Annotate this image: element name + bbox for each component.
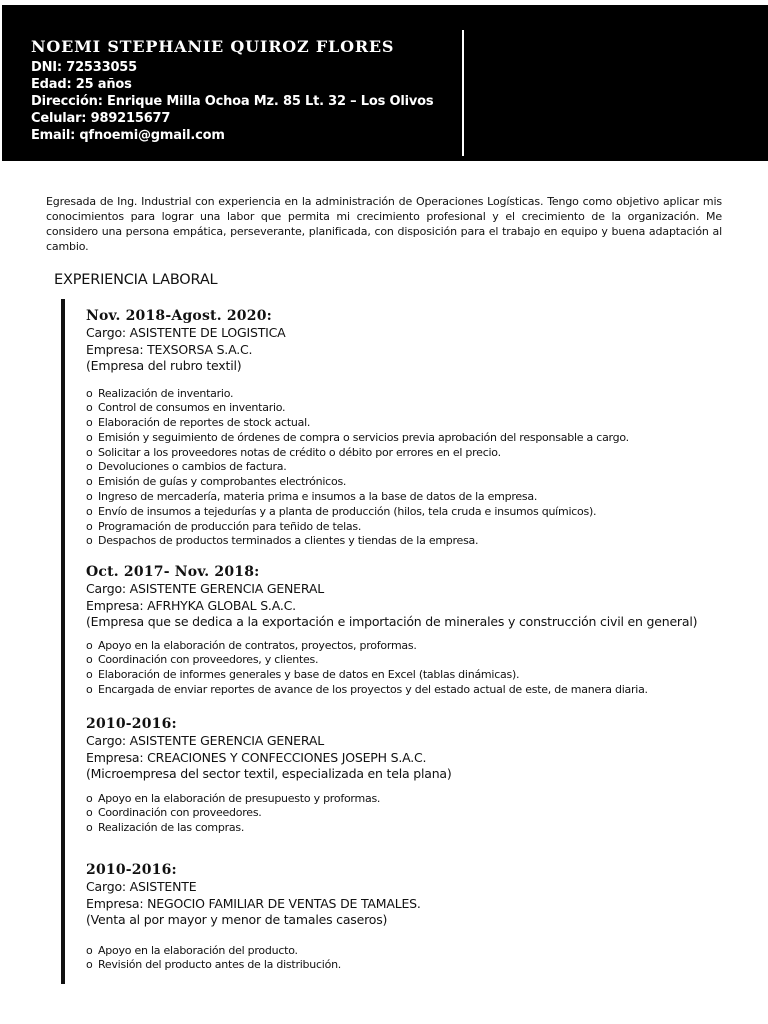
task-item <box>86 821 766 836</box>
job-period: Nov. 2018-Agost. 2020: <box>86 308 273 324</box>
job-empresa: Empresa: AFRHYKA GLOBAL S.A.C. <box>86 597 296 613</box>
bullet-marker: o <box>86 490 93 504</box>
task-text: Elaboración de reportes de stock actual. <box>98 416 311 430</box>
task-text: Control de consumos en inventario. <box>98 401 286 415</box>
job-period: Oct. 2017- Nov. 2018: <box>86 564 260 580</box>
task-item <box>86 653 766 668</box>
phone-line: Celular: 989215677 <box>31 111 171 126</box>
task-item <box>86 639 766 654</box>
bullet-marker: o <box>86 821 93 835</box>
task-item <box>86 446 766 461</box>
job-empresa: Empresa: TEXSORSA S.A.C. <box>86 341 253 357</box>
timeline-bar <box>61 299 65 984</box>
task-item <box>86 683 766 698</box>
job-cargo: Cargo: ASISTENTE GERENCIA GENERAL <box>86 733 324 748</box>
task-item <box>86 505 766 520</box>
bullet-marker: o <box>86 943 93 957</box>
task-item <box>86 460 766 475</box>
job-cargo: Cargo: ASISTENTE GERENCIA GENERAL <box>86 581 324 596</box>
task-item <box>86 534 766 549</box>
address-line: Dirección: Enrique Milla Ochoa Mz. 85 Lt. 32 – Los Olivos <box>31 94 434 109</box>
section-title: EXPERIENCIA LABORAL <box>54 272 218 288</box>
bullet-marker: o <box>86 638 93 652</box>
dni-line: DNI: 72533055 <box>31 60 137 75</box>
task-item <box>86 958 766 973</box>
email-line: Email: qfnoemi@gmail.com <box>31 128 225 143</box>
task-text: Devoluciones o cambios de factura. <box>98 460 287 474</box>
header-banner <box>2 5 768 161</box>
bullet-marker: o <box>86 460 93 474</box>
bullet-marker: o <box>86 386 93 400</box>
bullet-marker: o <box>86 416 93 430</box>
job-cargo: Cargo: ASISTENTE DE LOGISTICA <box>86 325 286 340</box>
job-descripcion: (Venta al por mayor y menor de tamales caseros) <box>86 912 388 927</box>
bullet-marker: o <box>86 519 93 533</box>
age-line: Edad: 25 años <box>31 77 132 92</box>
candidate-name: NOEMI STEPHANIE QUIROZ FLORES <box>31 37 395 56</box>
task-list <box>86 792 766 836</box>
task-text: Realización de inventario. <box>98 386 234 400</box>
task-list <box>86 944 766 974</box>
task-text: Ingreso de mercadería, materia prima e insumos a la base de datos de la empresa. <box>98 490 538 504</box>
job-descripcion: (Empresa del rubro textil) <box>86 358 242 373</box>
task-text: Solicitar a los proveedores notas de crédito o débito por errores en el precio. <box>98 445 501 459</box>
job-empresa: Empresa: NEGOCIO FAMILIAR DE VENTAS DE TAMALES. <box>86 895 421 911</box>
bullet-marker: o <box>86 653 93 667</box>
bullet-marker: o <box>86 445 93 459</box>
task-text: Encargada de enviar reportes de avance de los proyectos y del estado actual de este, de manera diaria. <box>98 682 648 696</box>
bullet-marker: o <box>86 430 93 444</box>
bullet-marker: o <box>86 668 93 682</box>
task-item <box>86 475 766 490</box>
bullet-marker: o <box>86 534 93 548</box>
bullet-marker: o <box>86 504 93 518</box>
task-item <box>86 431 766 446</box>
task-text: Emisión de guías y comprobantes electrónicos. <box>98 475 347 489</box>
task-item <box>86 416 766 431</box>
bullet-marker: o <box>86 401 93 415</box>
task-text: Elaboración de informes generales y base de datos en Excel (tablas dinámicas). <box>98 668 520 682</box>
task-text: Apoyo en la elaboración del producto. <box>98 943 298 957</box>
bullet-marker: o <box>86 958 93 972</box>
job-entry <box>86 307 766 549</box>
job-cargo: Cargo: ASISTENTE <box>86 879 197 894</box>
task-text: Apoyo en la elaboración de presupuesto y proformas. <box>98 791 381 805</box>
task-item <box>86 490 766 505</box>
job-period: 2010-2016: <box>86 862 177 878</box>
profile-summary: Egresada de Ing. Industrial con experiencia en la administración de Operaciones Logísticas. Tengo como objetivo aplicar mis conocimientos para lograr una labor que permita mi crecimiento profesional y el crecimiento de la organización. Me considero una persona empática, perseverante, planificada, con disposición para el trabajo en equipo y buena adaptación al cambio. <box>46 195 722 253</box>
task-item <box>86 401 766 416</box>
task-text: Coordinación con proveedores, y clientes. <box>98 653 319 667</box>
header-divider <box>462 30 464 156</box>
job-entry <box>86 715 766 836</box>
task-text: Revisión del producto antes de la distribución. <box>98 958 342 972</box>
job-entry <box>86 563 766 698</box>
bullet-marker: o <box>86 682 93 696</box>
task-item <box>86 387 766 402</box>
task-text: Coordinación con proveedores. <box>98 806 262 820</box>
job-period: 2010-2016: <box>86 716 177 732</box>
job-empresa: Empresa: CREACIONES Y CONFECCIONES JOSEPH S.A.C. <box>86 749 427 765</box>
job-entry <box>86 861 766 973</box>
bullet-marker: o <box>86 806 93 820</box>
task-text: Emisión y seguimiento de órdenes de compra o servicios previa aprobación del responsable a cargo. <box>98 430 629 444</box>
task-item <box>86 520 766 535</box>
bullet-marker: o <box>86 475 93 489</box>
task-text: Programación de producción para teñido de telas. <box>98 519 362 533</box>
task-text: Envío de insumos a tejedurías y a planta de producción (hilos, tela cruda e insumos químicos). <box>98 504 597 518</box>
task-text: Realización de las compras. <box>98 821 245 835</box>
task-item <box>86 806 766 821</box>
task-item <box>86 944 766 959</box>
job-descripcion: (Microempresa del sector textil, especializada en tela plana) <box>86 766 452 781</box>
bullet-marker: o <box>86 791 93 805</box>
task-text: Apoyo en la elaboración de contratos, proyectos, proformas. <box>98 638 417 652</box>
task-list <box>86 387 766 550</box>
job-descripcion: (Empresa que se dedica a la exportación e importación de minerales y construcción civil en general) <box>86 614 698 629</box>
task-item <box>86 792 766 807</box>
task-item <box>86 668 766 683</box>
task-list <box>86 639 766 698</box>
task-text: Despachos de productos terminados a clientes y tiendas de la empresa. <box>98 534 479 548</box>
